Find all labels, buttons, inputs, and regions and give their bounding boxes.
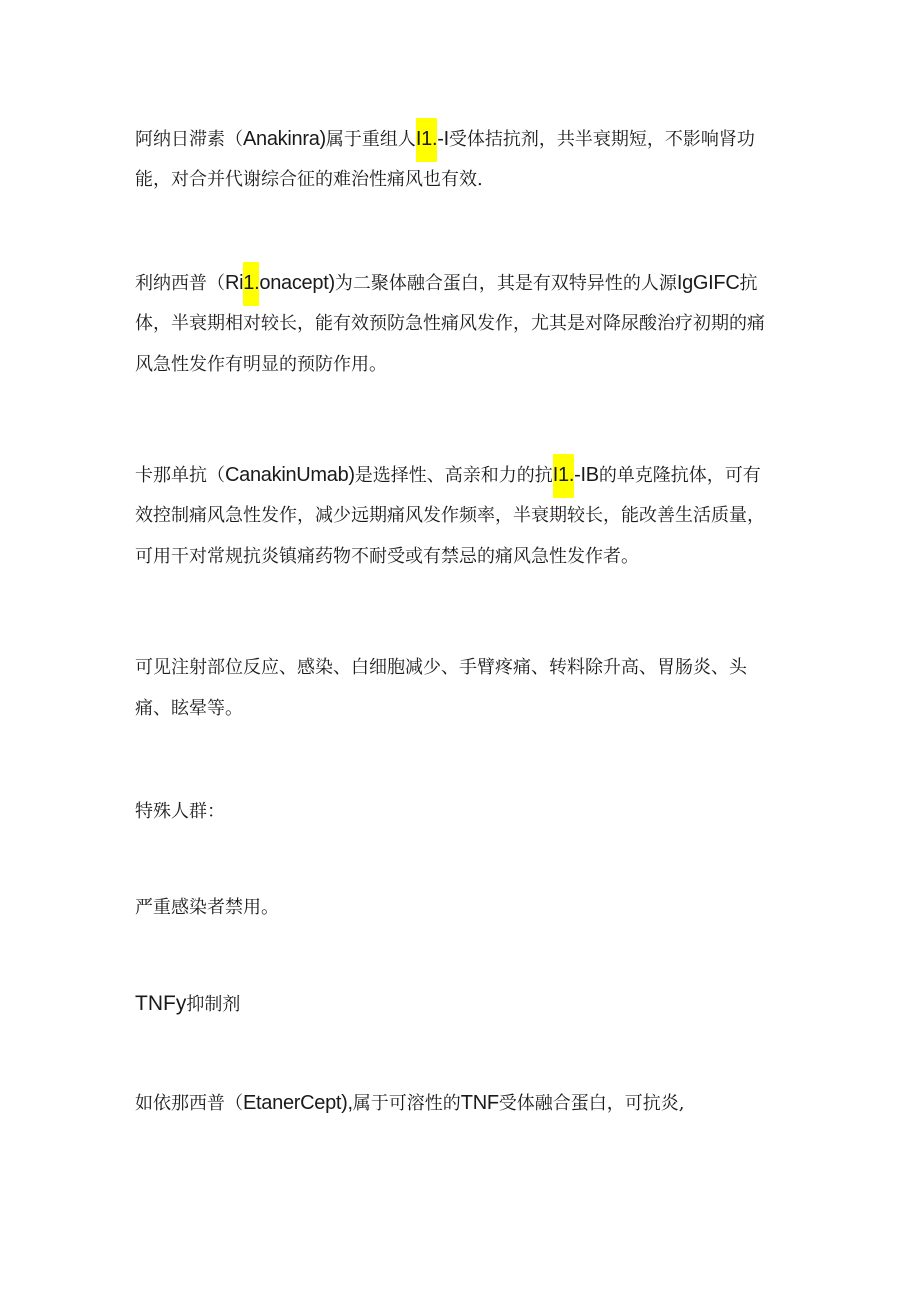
text-run: 体，半衰期相对较长，能有效预防急性痛风发作，尤其是对降尿酸治疗初期的痛 [135,313,765,334]
highlighted-term: 1. [243,262,259,306]
paragraph-contraindication [135,887,795,928]
text-line [135,159,795,200]
text-run: 严重感染者禁用。 [135,897,279,918]
text-line [135,688,795,729]
text-run: 抑制剂 [186,994,241,1015]
text-run: 受体拮抗剂，共半衰期短，不影响肾功 [448,129,755,150]
paragraph-adverse-effects [135,647,795,729]
text-line [135,344,795,385]
text-run: TNF [460,1092,499,1114]
text-line [135,791,795,832]
text-run: 卡那单抗（ [135,465,225,486]
drug-name: EtanerCept), [243,1092,353,1114]
section-heading-tnf-inhibitor [135,983,795,1024]
text-run: 利纳西普（ [135,273,225,294]
highlighted-term: I1. [553,454,574,498]
paragraph-anakinra [135,118,795,200]
text-run: 可见注射部位反应、感染、白细胞减少、手臂疼痛、转料除升高、胃肠炎、头 [135,657,747,678]
text-run: 为二聚体融合蛋白，其是有双特异性的人源 [334,273,677,294]
text-run: 是选择性、高亲和力的抗 [354,465,553,486]
drug-name-part: Ri [225,272,244,294]
text-run: 痛、眩晕等。 [135,698,243,719]
highlighted-term: I1. [416,118,437,162]
text-run: IgGIFC [676,272,740,294]
drug-name: Anakinra) [243,128,326,150]
text-run: -I [437,128,449,150]
text-line [135,647,795,688]
drug-name: CanakinUmab) [225,464,355,486]
paragraph-rilonacept [135,262,795,385]
text-run: 属于可溶性的 [352,1093,461,1114]
text-line [135,303,795,344]
text-run: 受体融合蛋白，可抗炎, [498,1093,685,1114]
text-run: 抗 [739,273,758,294]
text-line [135,495,795,536]
heading-term: TNFy [135,992,187,1015]
paragraph-special-populations [135,791,795,832]
text-run: 可用干对常规抗炎镇痛药物不耐受或有禁忌的痛风急性发作者。 [135,546,639,567]
text-run: 能，对合并代谢综合征的难治性痛风也有效. [135,169,483,190]
text-line [135,1083,795,1124]
text-run: 效控制痛风急性发作，减少远期痛风发作频率，半衰期较长，能改善生活质量， [135,505,765,526]
text-run: 如依那西普（ [135,1093,243,1114]
paragraph-etanercept [135,1083,795,1124]
text-line [135,262,795,303]
text-line [135,536,795,577]
text-line [135,118,795,159]
text-line [135,887,795,928]
text-line [135,454,795,495]
text-run: 属于重组人 [325,129,416,150]
text-line [135,983,795,1024]
text-run: -IB [574,464,599,486]
drug-name-part: onacept) [259,272,335,294]
text-run: 特殊人群： [135,801,225,822]
text-run: 阿纳日滞素（ [135,129,243,150]
text-run: 的单克隆抗体，可有 [598,465,761,486]
paragraph-canakinumab [135,454,795,577]
text-run: 风急性发作有明显的预防作用。 [135,354,387,375]
